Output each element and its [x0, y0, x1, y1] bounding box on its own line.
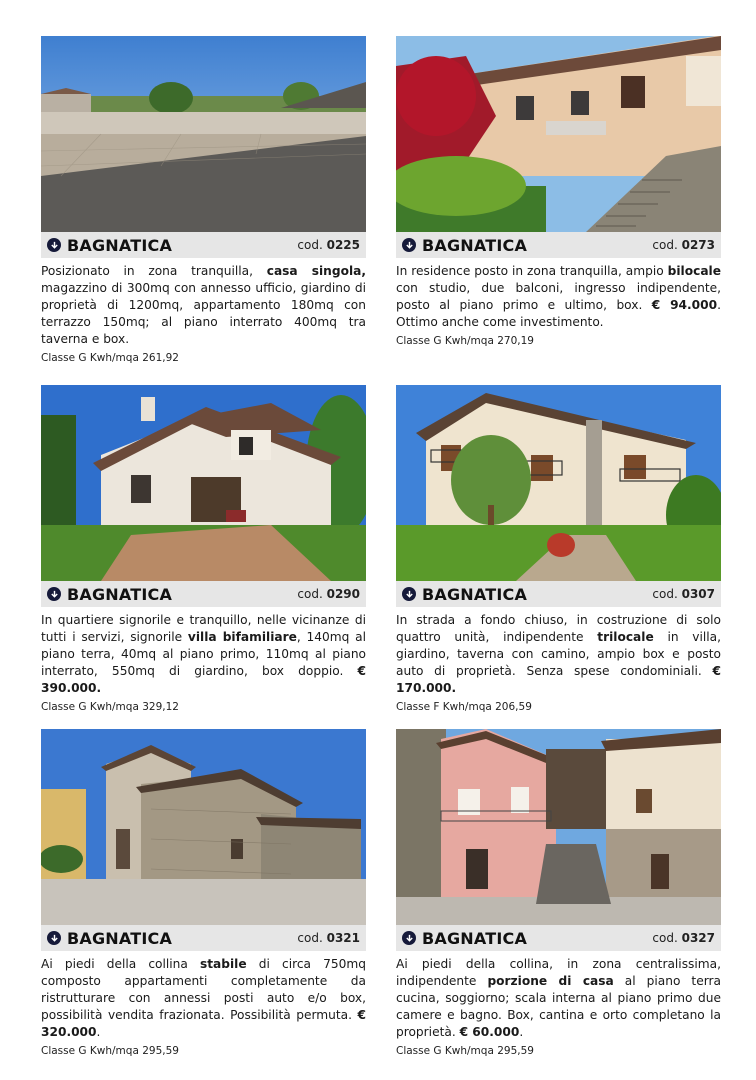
listing-card: [41, 729, 366, 1057]
description-text: con studio, due balconi, ingresso indipendente, posto al piano primo e ultimo, box.: [396, 281, 721, 312]
listing-header: [396, 581, 721, 607]
energy-class: Classe G Kwh/mqa 295,59: [41, 1045, 179, 1057]
property-photo: [41, 385, 366, 581]
location-pin-icon: [402, 238, 416, 252]
energy-class: Classe G Kwh/mqa 329,12: [41, 701, 179, 713]
location-pin-icon: [402, 587, 416, 601]
description-highlight: € 170.000.: [396, 664, 721, 695]
description-highlight: € 390.000.: [41, 664, 366, 695]
description-text: In residence posto in zona tranquilla, ampio: [396, 264, 668, 278]
description-highlight: € 94.000: [651, 298, 718, 312]
location-name: BAGNATICA: [422, 584, 528, 604]
listing-description: [396, 263, 721, 331]
listing-description: [41, 956, 366, 1041]
location-label: [47, 585, 172, 604]
listing-description: [396, 956, 721, 1041]
energy-class: Classe F Kwh/mqa 206,59: [396, 701, 532, 713]
property-photo: [41, 729, 366, 925]
description-text: .: [519, 1025, 524, 1039]
description-text: di circa 750mq composto appartamenti completamente da ristrutturare con annessi posti auto e/o box, possibilità vendita frazionata. Possibilità permuta.: [41, 957, 366, 1022]
code-number: 0307: [681, 587, 715, 601]
description-text: In strada a fondo chiuso, in costruzione di solo quattro unità, indipendente: [396, 613, 721, 644]
energy-class: Classe G Kwh/mqa 270,19: [396, 335, 534, 347]
listing-header: [41, 232, 366, 258]
listing-description: [41, 263, 366, 348]
property-photo: [396, 729, 721, 925]
energy-class: Classe G Kwh/mqa 261,92: [41, 352, 179, 364]
description-text: , 140mq al piano terra, 40mq al piano primo, 110mq al piano interrato, 550mq di giardino, box doppio.: [41, 630, 366, 678]
listing-code: cod. 0273: [652, 238, 715, 252]
location-name: BAGNATICA: [67, 584, 173, 604]
description-highlight: porzione di casa: [487, 974, 614, 988]
location-label: [47, 236, 172, 255]
description-text: .: [96, 1025, 101, 1039]
listing-description: [41, 612, 366, 697]
location-pin-icon: [47, 238, 61, 252]
code-number: 0225: [326, 238, 360, 252]
code-number: 0273: [681, 238, 715, 252]
code-number: 0290: [326, 587, 360, 601]
location-name: BAGNATICA: [422, 928, 528, 948]
location-pin-icon: [402, 931, 416, 945]
property-photo: [396, 36, 721, 232]
description-highlight: bilocale: [667, 264, 721, 278]
location-name: BAGNATICA: [67, 235, 173, 255]
description-text: In quartiere signorile e tranquillo, nelle vicinanze di tutti i servizi, signorile: [41, 613, 366, 644]
listing-code: cod. 0321: [297, 931, 360, 945]
description-text: Posizionato in zona tranquilla,: [41, 264, 267, 278]
listing-header: [41, 581, 366, 607]
description-text: magazzino di 300mq con annesso ufficio, giardino di proprietà di 1200mq, appartamento 180mq con terrazzo 150mq; al piano interrato 400mq tra taverna e box.: [41, 281, 366, 346]
listing-card: [396, 729, 721, 1057]
description-text: al piano terra cucina, soggiorno; scala interna al piano primo due camere e bagno. Box, cantina e orto completano la proprietà.: [396, 974, 721, 1039]
listing-header: [396, 925, 721, 951]
description-text: Ai piedi della collina: [41, 957, 200, 971]
location-label: [402, 929, 527, 948]
description-highlight: trilocale: [597, 630, 654, 644]
location-pin-icon: [47, 931, 61, 945]
listing-card: [396, 385, 721, 713]
location-label: [402, 585, 527, 604]
code-number: 0327: [681, 931, 715, 945]
listing-header: [396, 232, 721, 258]
listing-code: cod. 0327: [652, 931, 715, 945]
listing-card: [41, 36, 366, 364]
description-text: in villa, giardino, taverna con camino, ampio box e posto auto di proprietà. Senza spese condominiali.: [396, 630, 721, 678]
energy-class: Classe G Kwh/mqa 295,59: [396, 1045, 534, 1057]
listing-description: [396, 612, 721, 697]
description-text: . Ottimo anche come investimento.: [396, 298, 721, 329]
location-label: [47, 929, 172, 948]
description-highlight: villa bifamiliare: [187, 630, 297, 644]
description-text: Ai piedi della collina, in zona centralissima, indipendente: [396, 957, 721, 988]
listing-code: cod. 0225: [297, 238, 360, 252]
location-name: BAGNATICA: [67, 928, 173, 948]
code-number: 0321: [326, 931, 360, 945]
listing-header: [41, 925, 366, 951]
description-highlight: € 60.000: [459, 1025, 520, 1039]
listing-code: cod. 0290: [297, 587, 360, 601]
listing-card: [396, 36, 721, 347]
description-highlight: stabile: [199, 957, 247, 971]
property-photo: [396, 385, 721, 581]
listing-card: [41, 385, 366, 713]
location-pin-icon: [47, 587, 61, 601]
location-label: [402, 236, 527, 255]
property-photo: [41, 36, 366, 232]
description-highlight: € 320.000: [41, 1008, 366, 1039]
location-name: BAGNATICA: [422, 235, 528, 255]
description-highlight: casa singola,: [266, 264, 366, 278]
listing-code: cod. 0307: [652, 587, 715, 601]
